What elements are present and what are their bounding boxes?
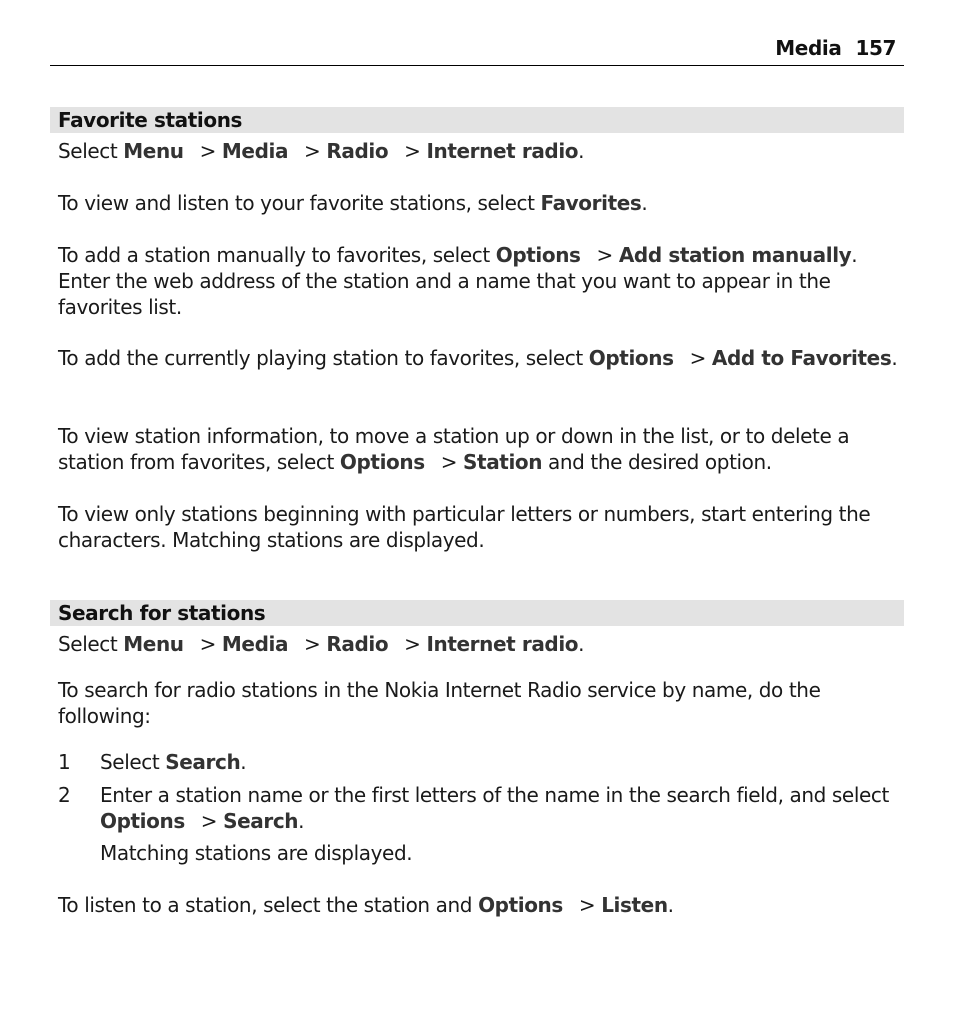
- section-header-search: [50, 600, 904, 626]
- text: Select: [100, 750, 166, 774]
- text: To view station information, to move a station up or down in the list, or to delete a station from favorites, select: [58, 424, 850, 474]
- step-text: Enter a station name or the first letters of the name in the search field, and select Options > Search.: [100, 783, 889, 833]
- step-note: Matching stations are displayed.: [100, 841, 413, 865]
- listen-label: Listen: [601, 893, 668, 917]
- section-header-favorites: [50, 107, 904, 133]
- media-label: Media: [221, 632, 289, 656]
- internet-radio-label: Internet radio: [426, 139, 579, 163]
- options-label: Options: [339, 450, 425, 474]
- media-label: Media: [221, 139, 289, 163]
- paragraph: To view station information, to move a station up or down in the list, or to delete a station from favorites, select Options > Station and the desired option.: [58, 424, 850, 474]
- text: To add a station manually to favorites, select: [58, 243, 496, 267]
- page-number: 157: [855, 36, 896, 60]
- text: To listen to a station, select the station and: [58, 893, 479, 917]
- options-label: Options: [478, 893, 563, 917]
- text: and the desired option.: [542, 450, 772, 474]
- options-label: Options: [495, 243, 581, 267]
- add-to-favorites-label: Add to Favorites: [711, 346, 892, 370]
- paragraph: To listen to a station, select the station and Options > Listen.: [58, 893, 674, 917]
- step-text: Select Search.: [100, 750, 247, 774]
- internet-radio-label: Internet radio: [426, 632, 579, 656]
- section-name: Media: [775, 36, 842, 60]
- add-station-manually-label: Add station manually: [618, 243, 852, 267]
- paragraph: To add a station manually to favorites, select Options > Add station manually. Enter the web address of the station and a name that you want to appear in the favorites list.: [58, 243, 858, 319]
- favorites-label: Favorites: [540, 191, 642, 215]
- station-label: Station: [463, 450, 543, 474]
- menu-path: Select Menu > Media > Radio > Internet radio.: [58, 632, 585, 656]
- menu-label: Menu: [123, 139, 184, 163]
- search-label: Search: [223, 809, 299, 833]
- options-label: Options: [100, 809, 185, 833]
- paragraph: To view only stations beginning with particular letters or numbers, start entering the characters. Matching stations are displayed.: [58, 502, 871, 552]
- paragraph: To search for radio stations in the Nokia Internet Radio service by name, do the following:: [58, 678, 821, 728]
- text: . Enter the web address of the station and a name that you want to appear in the favorites list.: [58, 243, 858, 319]
- text: To add the currently playing station to favorites, select: [58, 346, 589, 370]
- text: Enter a station name or the first letters of the name in the search field, and select: [100, 783, 889, 807]
- page-header: [50, 36, 904, 66]
- options-label: Options: [588, 346, 674, 370]
- menu-label: Menu: [123, 632, 184, 656]
- path-text: Select: [58, 632, 118, 656]
- radio-label: Radio: [326, 632, 389, 656]
- text: To view and listen to your favorite stations, select: [58, 191, 541, 215]
- menu-path: Select Menu > Media > Radio > Internet radio.: [58, 139, 585, 163]
- search-label: Search: [165, 750, 241, 774]
- radio-label: Radio: [326, 139, 389, 163]
- step-number: 1: [58, 750, 71, 774]
- paragraph: To view and listen to your favorite stations, select Favorites.: [58, 191, 648, 215]
- section-title: Favorite stations: [58, 108, 243, 132]
- step-number: 2: [58, 783, 71, 807]
- running-head: [775, 36, 896, 60]
- paragraph: To add the currently playing station to favorites, select Options > Add to Favorites.: [58, 346, 898, 370]
- path-text: Select: [58, 139, 118, 163]
- section-title: Search for stations: [58, 601, 266, 625]
